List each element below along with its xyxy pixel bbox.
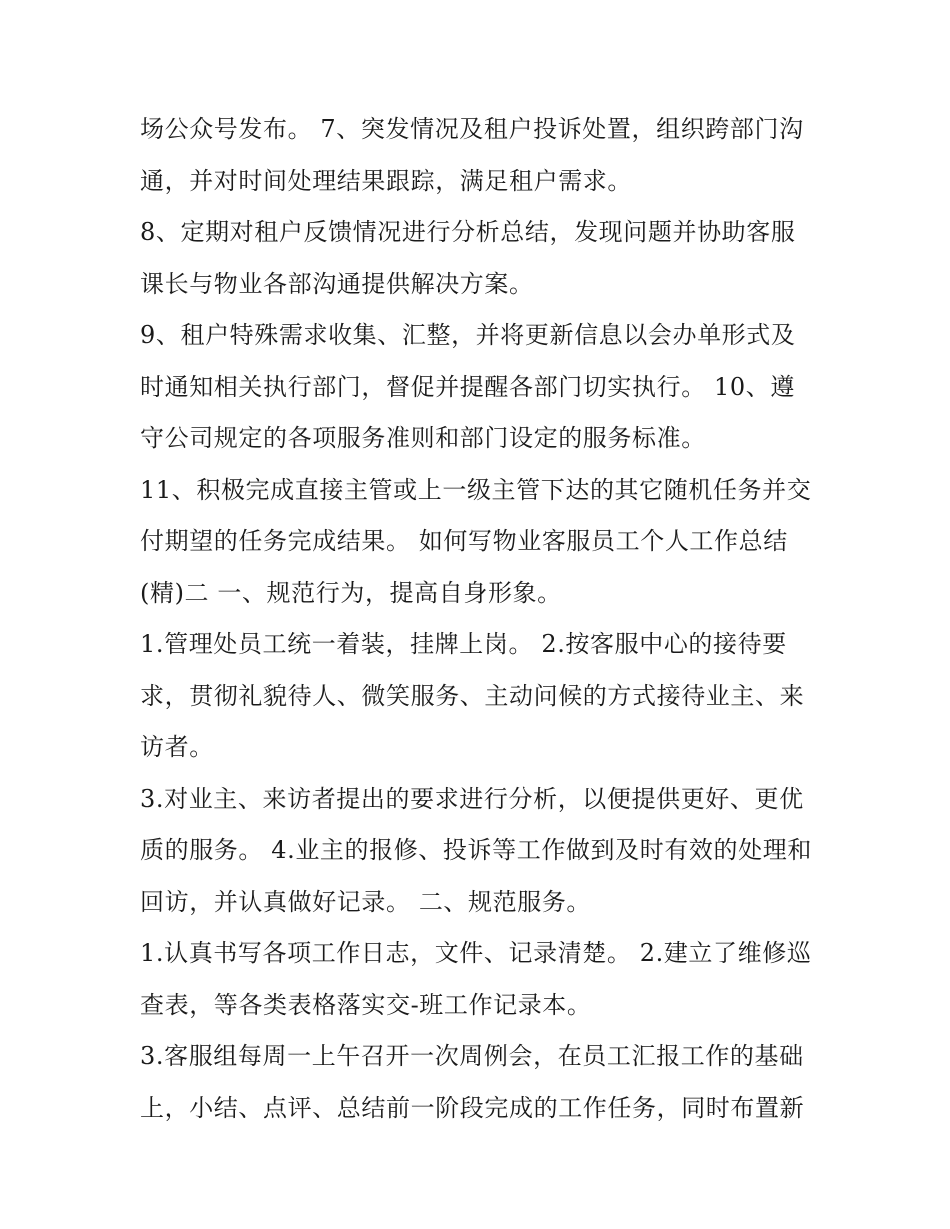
text-line: 回访，并认真做好记录。 二、规范服务。	[140, 887, 592, 916]
text-line: 上，小结、点评、总结前一阶段完成的工作任务，同时布置新	[140, 1093, 805, 1122]
text-line: 质的服务。 4.业主的报修、投诉等工作做到及时有效的处理和	[140, 836, 812, 864]
text-line: 时通知相关执行部门，督促并提醒各部门切实执行。 10、遵	[140, 372, 795, 401]
text-line: 守公司规定的各项服务准则和部门设定的服务标准。	[140, 424, 706, 452]
text-line: 查表，等各类表格落实交-班工作记录本。	[140, 990, 592, 1019]
text-line: 课长与物业各部沟通提供解决方案。	[140, 269, 534, 298]
text-line: 3.对业主、来访者提出的要求进行分析，以便提供更好、更优	[140, 784, 804, 813]
text-line: 访者。	[140, 733, 214, 761]
text-line: 8、定期对租户反馈情况进行分析总结，发现问题并协助客服	[140, 218, 796, 246]
text-line: (精)二 一、规范行为，提高自身形象。	[140, 578, 562, 607]
text-line: 付期望的任务完成结果。 如何写物业客服员工个人工作总结	[140, 527, 788, 555]
text-line: 3.客服组每周一上午召开一次周例会，在员工汇报工作的基础	[140, 1042, 804, 1070]
text-line: 求，贯彻礼貌待人、微笑服务、主动问候的方式接待业主、来	[140, 681, 805, 710]
text-line: 9、租户特殊需求收集、汇整，并将更新信息以会办单形式及	[140, 321, 796, 349]
text-line: 1.认真书写各项工作日志，文件、记录清楚。 2.建立了维修巡	[140, 939, 812, 967]
text-line: 1.管理处员工统一着装，挂牌上岗。 2.按客服中心的接待要	[140, 630, 787, 658]
text-line: 通，并对时间处理结果跟踪，满足租户需求。	[140, 166, 632, 195]
document-body	[140, 104, 830, 1134]
text-line: 11、积极完成直接主管或上一级主管下达的其它随机任务并交	[140, 475, 812, 504]
text-line: 场公众号发布。 7、突发情况及租户投诉处置，组织跨部门沟	[140, 115, 804, 143]
